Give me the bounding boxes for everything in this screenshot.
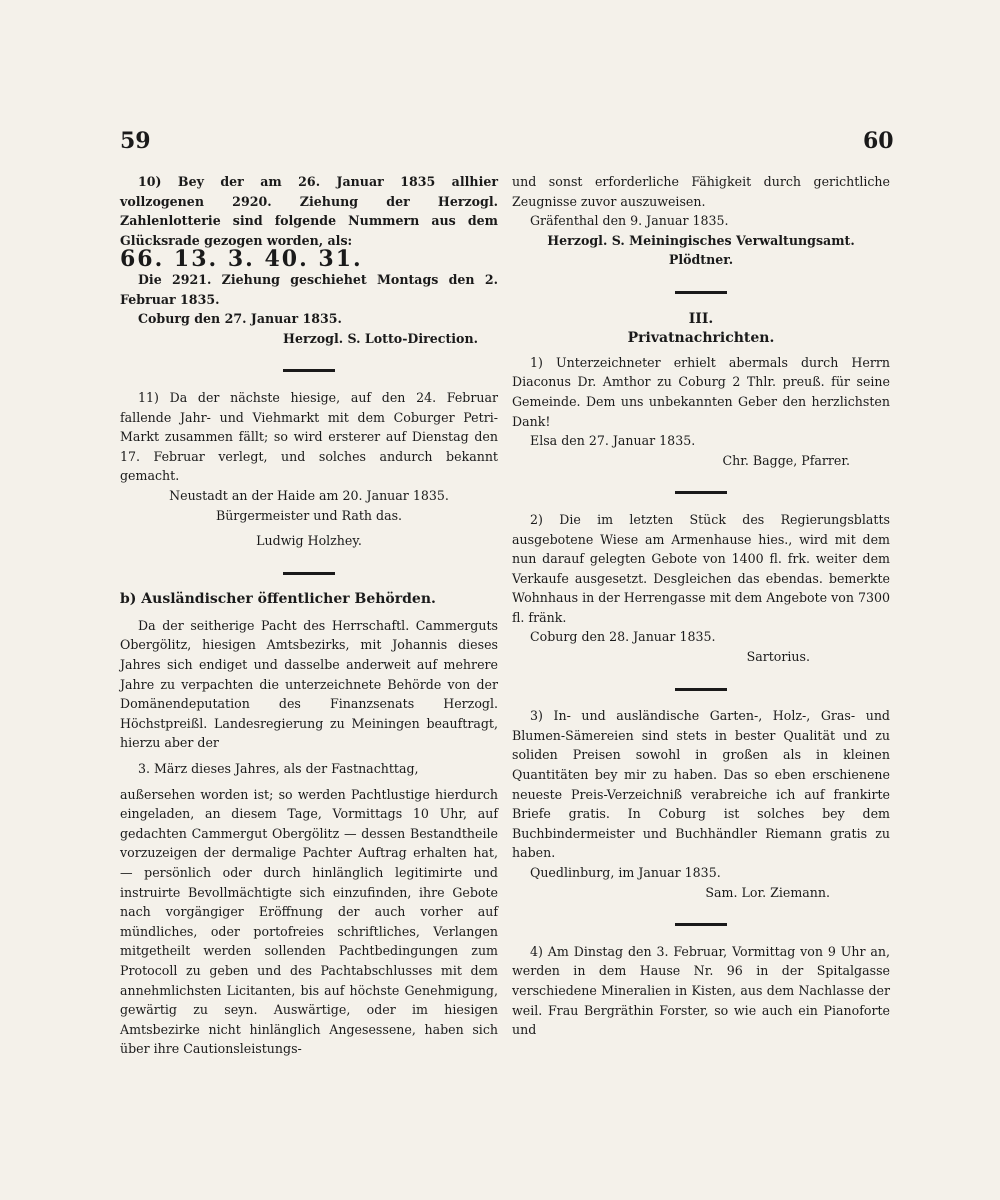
notice-11-signature: Ludwig Holzhey.	[256, 533, 362, 549]
notice-10-signature: Herzogl. S. Lotto-Direction.	[283, 330, 478, 346]
continuation-body: und sonst erforderliche Fähigkeit durch gerichtliche Zeugnisse zuvor auszuweisen.	[512, 174, 890, 209]
section-iii-number: III.	[688, 310, 714, 327]
notice-b-body-1: Da der seitherige Pacht des Herrschaftl. Cammerguts Obergölitz, hiesigen Amtsbezirks, mit Johannis dieses Jahres sich endiget und dasselbe anderweit auf mehrere Jahre zu verpachten die unterzeichnete Behörde von der Domänendeputation des Finanzsenats Herzogl. Höchstpreißl. Landesregierung zu Meiningen beauftragt, hierzu aber der	[120, 617, 498, 751]
continuation-signature: Plödtner.	[668, 252, 734, 268]
continuation-authority: Herzogl. S. Meiningisches Verwaltungsamt.	[547, 232, 855, 248]
private-notice-3-place-date: Quedlinburg, im Januar 1835.	[530, 865, 721, 880]
private-notice-2-place-date: Coburg den 28. Januar 1835.	[530, 629, 716, 645]
notice-b-body-2: außersehen worden ist; so werden Pachtlustige hierdurch eingeladen, an diesem Tage, Vormittags 10 Uhr, auf gedachten Cammergut Obergölitz — dessen Bestandtheile vorzuzeigen der dermalige Pachter Auftrag erhalten hat, — persönlich oder durch hinlänglich legitimirte und instruirte Bevollmächtigte sich einzufinden, ihre Gebote nach vorgängiger Eröffnung der auch vorher auf mündliches, oder portofreies schriftliches, Verlangen mitgetheilt werden sollenden Pachtbedingungen zum Protocoll zu geben und des Pachtabschlusses mit dem annehmlichsten Licitanten, bis auf höchste Genehmigung, gewärtig zu seyn. Auswärtige, oder im hiesigen Amtsbezirke nicht hinlänglich Angesessene, haben sich über ihre Cautionsleistungs-	[120, 786, 498, 1057]
section-b-heading: b) Ausländischer öffentlicher Behörden.	[120, 591, 436, 608]
page-number-left: 59	[120, 128, 151, 154]
private-notice-3-body: 3) In- und ausländische Garten-, Holz-, Gras- und Blumen-Sämereien sind stets in bester Qualität und zu soliden Preisen sowohl in großen als in kleinen Quantitäten bey mir zu haben. Das so eben erschienene neueste Preis-Verzeichniß verabreiche ich auf frankirte Briefe gratis. In Coburg ist solches bey dem Buchbindermeister und Buchhändler Riemann gratis zu haben.	[512, 708, 890, 861]
left-column	[120, 172, 498, 1059]
notice-b-date: 3. März dieses Jahres, als der Fastnachttag,	[138, 761, 419, 777]
separator	[120, 358, 498, 378]
separator	[512, 480, 890, 500]
separator	[120, 561, 498, 581]
section-iii-title: Privatnachrichten.	[627, 330, 775, 347]
private-notice-2-body: 2) Die im letzten Stück des Regierungsblatts ausgebotene Wiese am Armenhause hies., wird mit dem nun darauf gelegten Gebote von 1400 fl. frk. weiter dem Verkaufe ausgesetzt. Desgleichen das ebendas. bemerkte Wohnhaus in der Herrengasse mit dem Angebote von 7300 fl. fränk.	[512, 511, 890, 625]
separator	[512, 677, 890, 697]
private-notice-3-signature: Sam. Lor. Ziemann.	[705, 884, 830, 900]
notice-10-body: 10) Bey der am 26. Januar 1835 allhier vollzogenen 2920. Ziehung der Herzogl. Zahlenlotterie sind folgende Nummern aus dem Glücksrade gezogen worden, als:	[120, 174, 498, 248]
right-column	[512, 172, 890, 1040]
notice-11-authority: Bürgermeister und Rath das.	[215, 507, 403, 523]
lottery-numbers: 66. 13. 3. 40. 31.	[120, 246, 363, 273]
private-notice-1-body: 1) Unterzeichneter erhielt abermals durch Herrn Diaconus Dr. Amthor zu Coburg 2 Thlr. preuß. für seine Gemeinde. Dem uns unbekannten Geber den herzlichsten Dank!	[512, 354, 890, 429]
private-notice-2-signature: Sartorius.	[746, 649, 810, 665]
notice-11-place-date: Neustadt an der Haide am 20. Januar 1835.	[169, 487, 449, 503]
separator	[512, 280, 890, 300]
notice-10-next-draw: Die 2921. Ziehung geschiehet Montags den 2. Februar 1835.	[120, 271, 498, 307]
private-notice-1-signature: Chr. Bagge, Pfarrer.	[722, 452, 850, 468]
separator	[512, 912, 890, 932]
continuation-place-date: Gräfenthal den 9. Januar 1835.	[530, 213, 729, 229]
notice-10-place-date: Coburg den 27. Januar 1835.	[138, 311, 342, 327]
page-number-right: 60	[863, 128, 894, 154]
notice-11-body: 11) Da der nächste hiesige, auf den 24. Februar fallende Jahr- und Viehmarkt mit dem Coburger Petri-Markt zusammen fällt; so wird ersterer auf Dienstag den 17. Februar verlegt, und solches andurch bekannt gemacht.	[120, 389, 498, 484]
private-notice-1-place-date: Elsa den 27. Januar 1835.	[530, 433, 696, 449]
private-notice-4-body: 4) Am Dinstag den 3. Februar, Vormittag von 9 Uhr an, werden in dem Hause Nr. 96 in der Spitalgasse verschiedene Mineralien in Kisten, aus dem Nachlasse der weil. Frau Bergräthin Forster, so wie auch ein Pianoforte und	[512, 943, 890, 1038]
